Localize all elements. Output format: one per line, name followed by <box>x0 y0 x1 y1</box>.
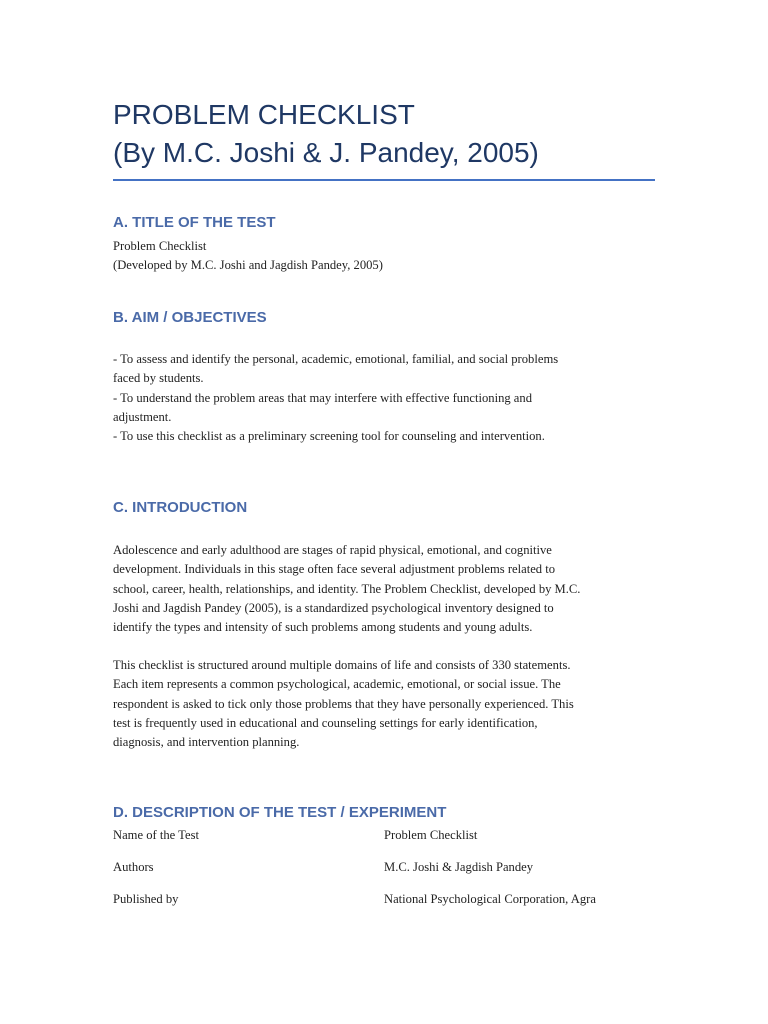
title-line-1: PROBLEM CHECKLIST <box>113 99 415 130</box>
section-c-line: Each item represents a common psychological, academic, emotional, or social issue. The <box>113 677 561 692</box>
section-d-heading: D. DESCRIPTION OF THE TEST / EXPERIMENT <box>113 804 447 821</box>
description-label: Name of the Test <box>113 828 199 842</box>
section-a-body <box>113 237 673 276</box>
page-title <box>113 96 673 172</box>
description-label: Published by <box>113 892 179 906</box>
title-underline <box>113 179 655 181</box>
section-c-paragraph-2 <box>113 656 673 752</box>
section-c-line: respondent is asked to tick only those problems that they have personally experienced. This <box>113 696 574 711</box>
title-line-2: (By M.C. Joshi & J. Pandey, 2005) <box>113 137 539 168</box>
description-label: Authors <box>113 860 154 874</box>
section-a-line: Problem Checklist <box>113 239 207 253</box>
section-c-paragraph-1 <box>113 541 673 637</box>
section-b-heading: B. AIM / OBJECTIVES <box>113 309 267 326</box>
section-c-line: test is frequently used in educational and counseling settings for early identification, <box>113 715 538 730</box>
section-c-line: Joshi and Jagdish Pandey (2005), is a standardized psychological inventory designed to <box>113 600 554 615</box>
section-c-line: development. Individuals in this stage often face several adjustment problems related to <box>113 562 556 577</box>
section-c-heading: C. INTRODUCTION <box>113 499 248 516</box>
description-value: Problem Checklist <box>384 828 478 842</box>
section-b-line: - To understand the problem areas that may interfere with effective functioning and <box>113 390 532 405</box>
description-value: M.C. Joshi & Jagdish Pandey <box>384 860 534 874</box>
section-b-line: - To assess and identify the personal, academic, emotional, familial, and social problems <box>113 352 559 366</box>
description-value: National Psychological Corporation, Agra <box>384 892 596 906</box>
section-c-line: school, career, health, relationships, and identity. The Problem Checklist, developed by M.C. <box>113 581 581 596</box>
section-c-line: This checklist is structured around multiple domains of life and consists of 330 statements. <box>113 658 571 672</box>
section-b-body <box>113 350 673 446</box>
section-c-line: Adolescence and early adulthood are stages of rapid physical, emotional, and cognitive <box>113 543 552 557</box>
section-c-line: identify the types and intensity of such problems among students and young adults. <box>113 620 533 635</box>
section-a-heading: A. TITLE OF THE TEST <box>113 214 276 231</box>
section-a-line: (Developed by M.C. Joshi and Jagdish Pandey, 2005) <box>113 258 383 273</box>
section-b-line: faced by students. <box>113 371 204 386</box>
section-c-line: diagnosis, and intervention planning. <box>113 735 300 750</box>
section-b-line: - To use this checklist as a preliminary screening tool for counseling and intervention. <box>113 429 545 444</box>
section-b-line: adjustment. <box>113 409 172 424</box>
